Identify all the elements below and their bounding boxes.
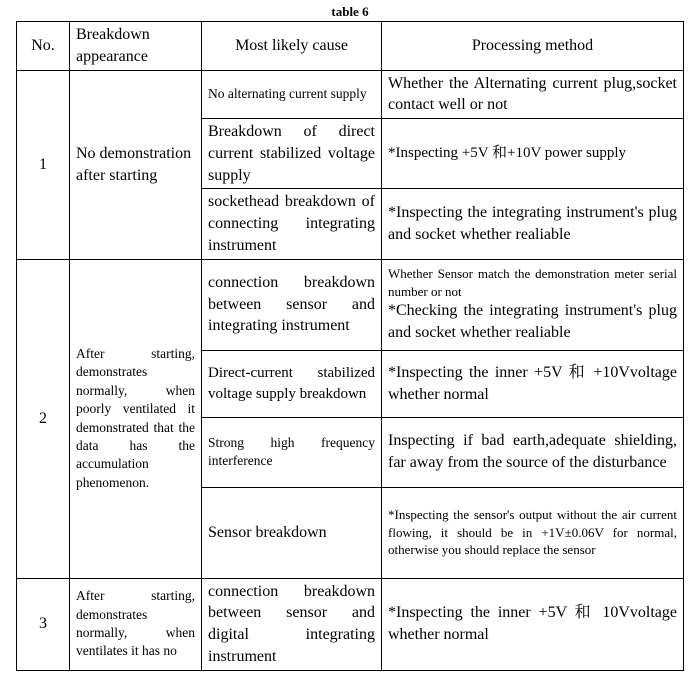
method-text: *Inspecting the inner +5V 和 +10Vvoltage whether normal: [388, 363, 677, 403]
method-cell: [382, 487, 684, 578]
method-text: *Inspecting the inner +5V 和 10Vvoltage whether normal: [388, 604, 677, 643]
cause-cell: Direct-current stabilized voltage supply breakdown: [202, 350, 382, 417]
cause-cell: Sensor breakdown: [202, 487, 382, 578]
method-text: Whether the Alternating current plug,socket contact well or not: [388, 74, 677, 114]
table-caption: table 6: [331, 4, 369, 19]
method-text: Whether Sensor match the demonstration meter serial number or not: [388, 266, 677, 299]
method-cell: [382, 70, 684, 119]
row-number: 1: [17, 70, 70, 259]
cause-cell: connection breakdown between sensor and integrating instrument: [202, 259, 382, 350]
method-cell: [382, 578, 684, 670]
method-cell: [382, 417, 684, 487]
table-row: [17, 578, 684, 670]
header-cause: Most likely cause: [202, 22, 382, 71]
breakdown-appearance: After starting, demonstrates normally, when poorly ventilated it demonstrated that the data has the accumulation phenomenon.: [70, 259, 202, 578]
header-appearance: Breakdown appearance: [70, 22, 202, 71]
method-text: *Inspecting the sensor's output without the air current flowing, it should be in +1V±0.06V for normal, otherwise you should replace the sensor: [388, 506, 677, 558]
cause-cell: No alternating current supply: [202, 70, 382, 119]
header-row: [17, 22, 684, 71]
method-cell: [382, 119, 684, 189]
method-cell: [382, 350, 684, 417]
row-number: 2: [17, 259, 70, 578]
cause-cell: connection breakdown between sensor and digital integrating instrument: [202, 578, 382, 670]
breakdown-appearance: No demonstration after starting: [70, 70, 202, 259]
method-text: *Checking the integrating instrument's plug and socket whether realiable: [388, 302, 677, 342]
method-text: Inspecting if bad earth,adequate shielding, far away from the source of the disturbance: [388, 432, 677, 471]
troubleshooting-table: [16, 21, 684, 671]
method-text: *Inspecting the integrating instrument's plug and socket whether realiable: [388, 204, 677, 243]
header-method: Processing method: [382, 22, 684, 71]
cause-cell: Breakdown of direct current stabilized voltage supply: [202, 119, 382, 189]
row-number: 3: [17, 578, 70, 670]
method-cell: [382, 189, 684, 259]
cause-cell: Strong high frequency interference: [202, 417, 382, 487]
method-text: *Inspecting +5V 和+10V power supply: [388, 145, 627, 162]
breakdown-appearance: After starting, demonstrates normally, when ventilates it has no: [70, 578, 202, 670]
table-row: [17, 259, 684, 350]
method-cell: [382, 259, 684, 350]
table-row: [17, 70, 684, 119]
header-no: No.: [17, 22, 70, 71]
cause-cell: sockethead breakdown of connecting integrating instrument: [202, 189, 382, 259]
